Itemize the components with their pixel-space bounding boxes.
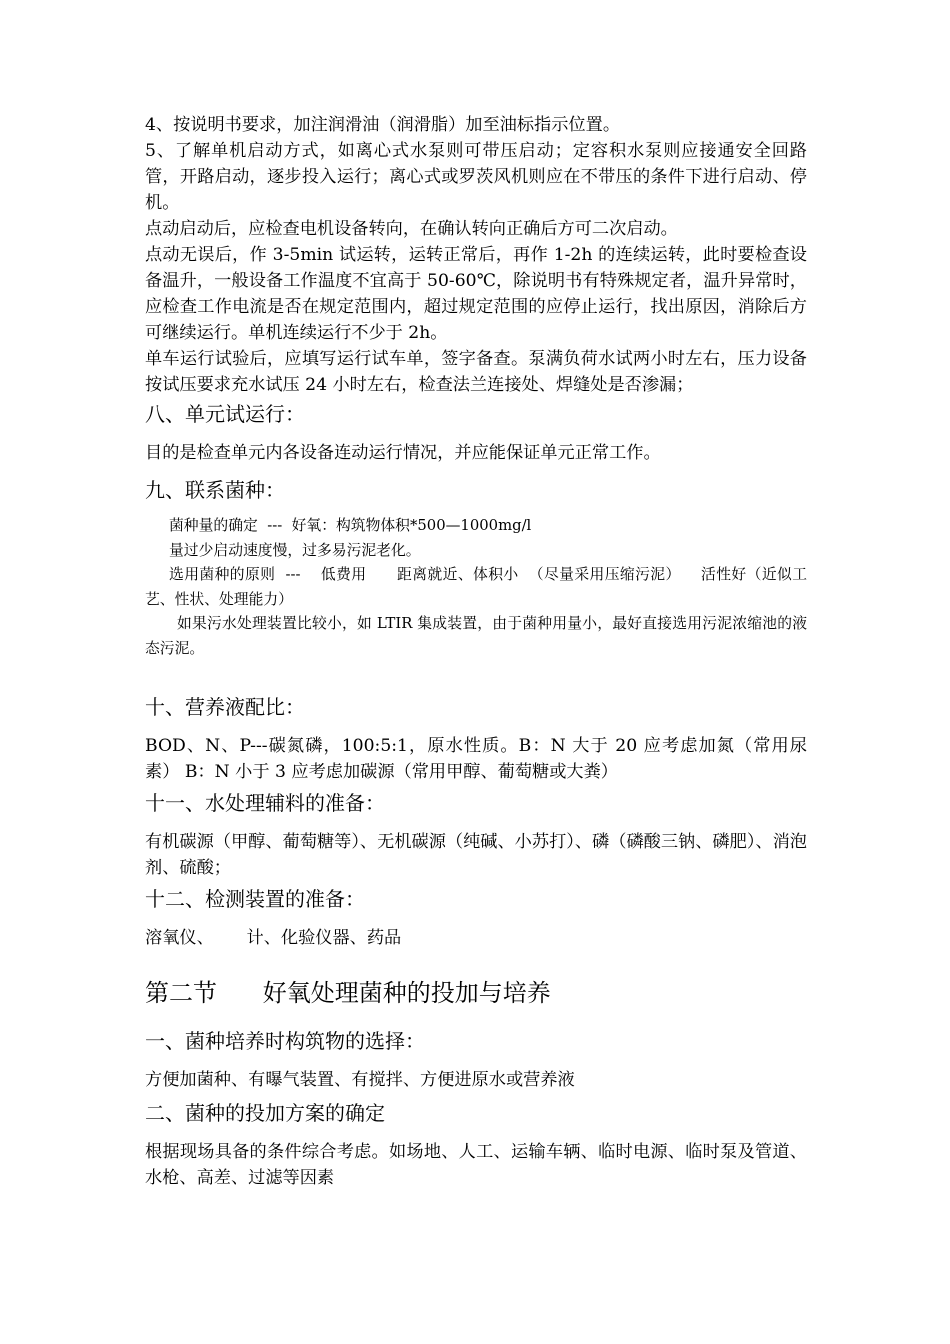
paragraph-lubrication: 4、按说明书要求，加注润滑油（润滑脂）加至油标指示位置。 — [145, 115, 621, 135]
paragraph-dosing-plan: 根据现场具备的条件综合考虑。如场地、人工、运输车辆、临时电源、临时泵及管道、水枪、高差、过滤等因素 — [145, 1142, 807, 1188]
heading-structure-selection: 一、菌种培养时构筑物的选择： — [145, 1029, 425, 1053]
document-content — [145, 112, 807, 1191]
paragraph-bacteria-amount: 菌种量的确定 --- 好氧：构筑物体积*500—1000mg/l — [169, 517, 532, 534]
paragraph-structure-selection: 方便加菌种、有曝气装置、有搅拌、方便进原水或营养液 — [145, 1070, 575, 1090]
heading-nutrient-ratio: 十、营养液配比： — [145, 695, 305, 719]
heading-dosing-plan: 二、菌种的投加方案的确定 — [145, 1101, 385, 1125]
heading-unit-trial: 八、单元试运行： — [145, 402, 305, 426]
paragraph-trial-record: 单车运行试验后，应填写运行试车单，签字备查。泵满负荷水试两小时左右，压力设备按试压要求充水试压 24 小时左右，检查法兰连接处、焊缝处是否渗漏； — [145, 349, 807, 395]
heading-detection-devices: 十二、检测装置的准备： — [145, 887, 365, 911]
paragraph-trial-run: 点动无误后，作 3-5min 试运转，运转正常后，再作 1-2h 的连续运转，此时要检查设备温升，一般设备工作温度不宜高于 50-60℃，除说明书有特殊规定者，温升异常时，应检查工作电流是否在规定范围内，超过规定范围的应停止运行，找出原因，消除后方可继续运行。单机连续运行不少于 2h。 — [145, 245, 807, 343]
paragraph-startup-mode: 5、了解单机启动方式，如离心式水泵则可带压启动；定容积水泵则应接通安全回路管，开路启动，逐步投入运行；离心式或罗茨风机则应在不带压的条件下进行启动、停机。 — [145, 141, 807, 213]
paragraph-bacteria-principle: 选用菌种的原则 --- 低费用 距离就近、体积小 （尽量采用压缩污泥） 活性好（近似工艺、性状、处理能力） — [145, 566, 807, 608]
paragraph-unit-trial: 目的是检查单元内各设备连动运行情况，并应能保证单元正常工作。 — [145, 443, 661, 463]
paragraph-rotation-check: 点动启动后，应检查电机设备转向，在确认转向正确后方可二次启动。 — [145, 219, 678, 239]
paragraph-nutrient-ratio: BOD、N、P---碳氮磷，100:5:1，原水性质。B：N 大于 20 应考虑加氮（常用尿素） B：N 小于 3 应考虑加碳源（常用甲醇、葡萄糖或大粪） — [145, 736, 807, 782]
paragraph-bacteria-small-plant: 如果污水处理装置比较小，如 LTIR 集成装置，由于菌种用量小，最好直接选用污泥浓缩池的液态污泥。 — [145, 615, 807, 657]
section-title-aerobic-bacteria: 第二节 好氧处理菌种的投加与培养 — [145, 979, 551, 1007]
heading-auxiliary-materials: 十一、水处理辅料的准备： — [145, 791, 385, 815]
heading-bacteria: 九、联系菌种： — [145, 478, 285, 502]
paragraph-auxiliary-materials: 有机碳源（甲醇、葡萄糖等）、无机碳源（纯碱、小苏打）、磷（磷酸三钠、磷肥）、消泡剂、硫酸； — [145, 832, 807, 878]
paragraph-bacteria-effect: 量过少启动速度慢，过多易污泥老化。 — [169, 541, 421, 559]
paragraph-detection-devices: 溶氧仪、 计、化验仪器、药品 — [145, 928, 402, 948]
